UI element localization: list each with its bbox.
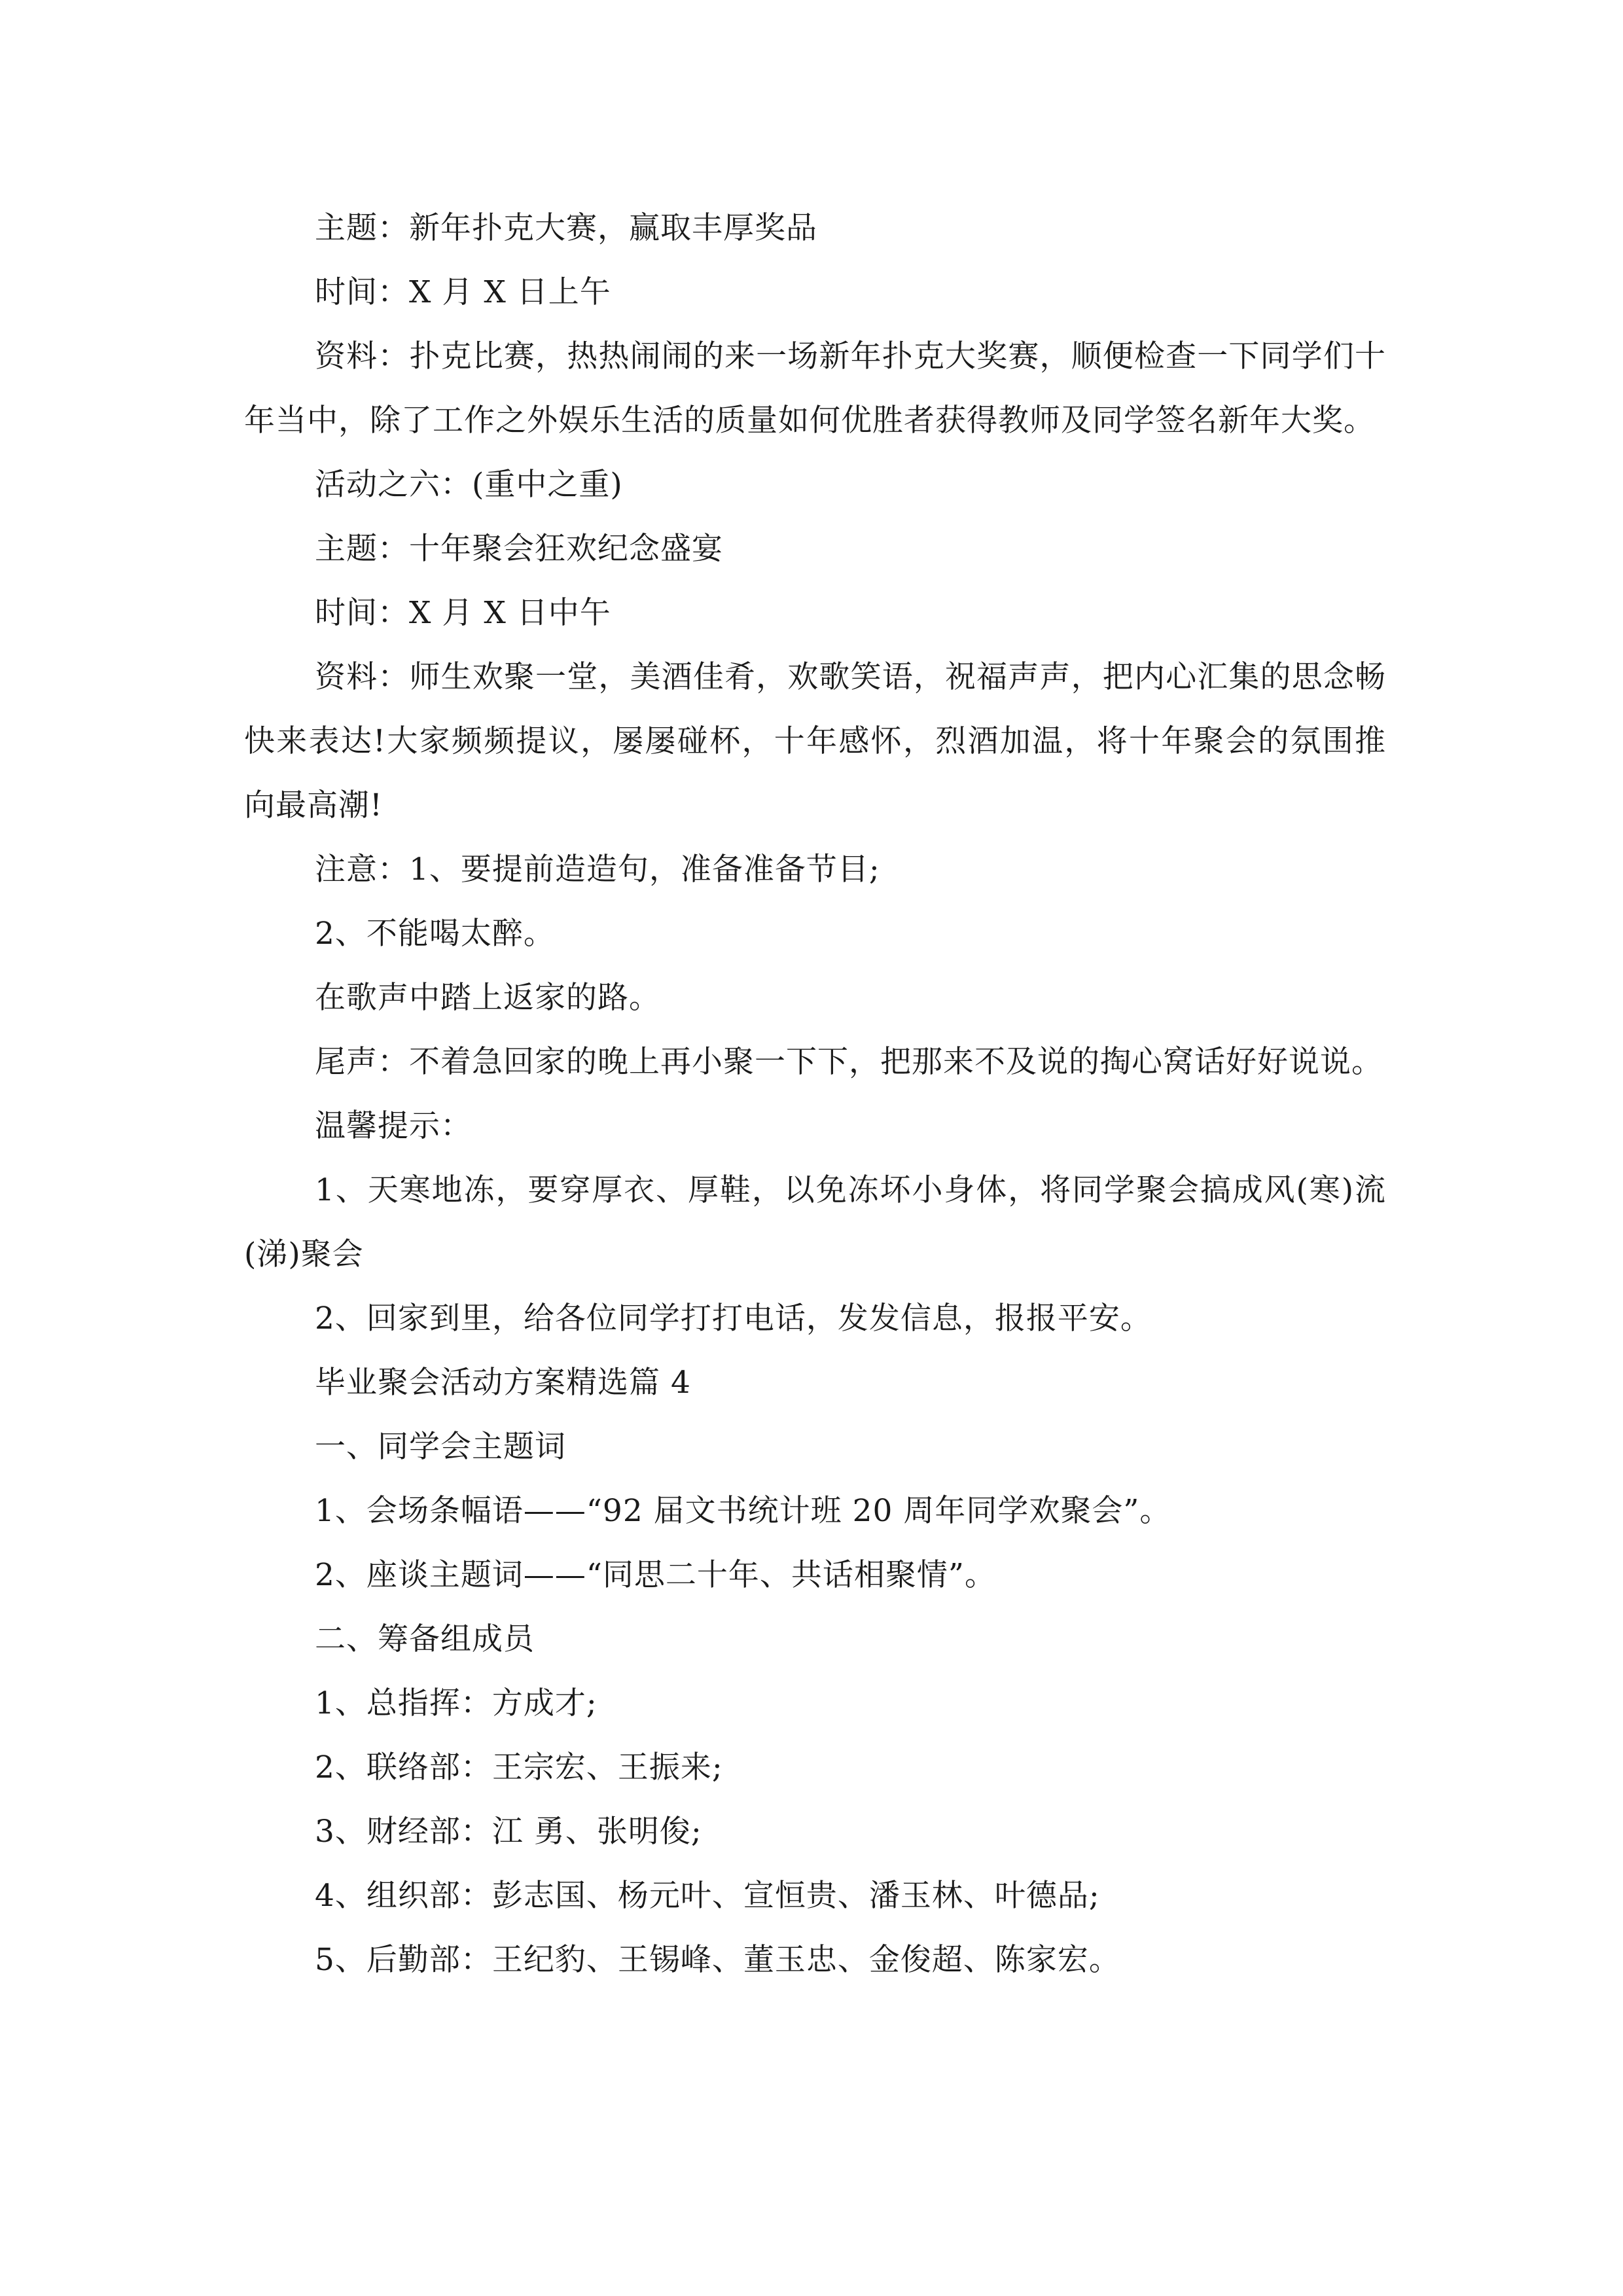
paragraph-section-title: 毕业聚会活动方案精选篇 4 [315, 1365, 691, 1401]
paragraph-tips-heading: 温馨提示： [315, 1108, 472, 1144]
paragraph-liaison: 2、联络部：王宗宏、王振来; [315, 1749, 723, 1785]
paragraph-banner-slogan: 1、会场条幅语——“92 届文书统计班 20 周年同学欢聚会”。 [315, 1493, 1171, 1529]
paragraph-info-poker: 资料：扑克比赛，热热闹闹的来一场新年扑克大奖赛，顺便检查一下同学们十年当中，除了工作之外娱乐生活的质量如何优胜者获得教师及同学签名新年大奖。 [244, 338, 1386, 439]
paragraph-time-noon: 时间：X 月 X 日中午 [315, 595, 611, 631]
document-body [244, 196, 1386, 1992]
paragraph-theme-banquet: 主题：十年聚会狂欢纪念盛宴 [315, 531, 723, 567]
paragraph-activity-six: 活动之六：(重中之重) [315, 467, 623, 503]
paragraph-commander: 1、总指挥：方成才; [315, 1685, 597, 1721]
paragraph-time-morning: 时间：X 月 X 日上午 [315, 274, 611, 310]
paragraph-tip-1: 1、天寒地冻，要穿厚衣、厚鞋，以免冻坏小身体，将同学聚会搞成风(寒)流(涕)聚会 [244, 1172, 1386, 1272]
paragraph-epilogue: 尾声：不着急回家的晚上再小聚一下下，把那来不及说的掏心窝话好好说说。 [315, 1044, 1383, 1080]
paragraph-return-home: 在歌声中踏上返家的路。 [315, 980, 660, 1016]
paragraph-note-1: 注意：1、要提前造造句，准备准备节目; [315, 852, 880, 888]
paragraph-tip-2: 2、回家到里，给各位同学打打电话，发发信息，报报平安。 [315, 1300, 1152, 1336]
paragraph-heading-theme-words: 一、同学会主题词 [315, 1429, 566, 1465]
paragraph-logistics: 5、后勤部：王纪豹、王锡峰、董玉忠、金俊超、陈家宏。 [315, 1942, 1120, 1978]
paragraph-info-banquet: 资料：师生欢聚一堂，美酒佳肴，欢歌笑语，祝福声声，把内心汇集的思念畅快来表达!大家频频提议，屡屡碰杯，十年感怀，烈酒加温，将十年聚会的氛围推向最高潮! [244, 659, 1386, 823]
paragraph-note-2: 2、不能喝太醉。 [315, 916, 555, 952]
paragraph-theme-poker: 主题：新年扑克大赛，赢取丰厚奖品 [315, 210, 817, 246]
paragraph-organization: 4、组织部：彭志国、杨元叶、宣恒贵、潘玉林、叶德品; [315, 1878, 1100, 1914]
paragraph-forum-theme: 2、座谈主题词——“同思二十年、共话相聚情”。 [315, 1557, 996, 1593]
paragraph-heading-committee: 二、筹备组成员 [315, 1621, 535, 1657]
paragraph-finance: 3、财经部：江 勇、张明俊; [315, 1814, 702, 1850]
